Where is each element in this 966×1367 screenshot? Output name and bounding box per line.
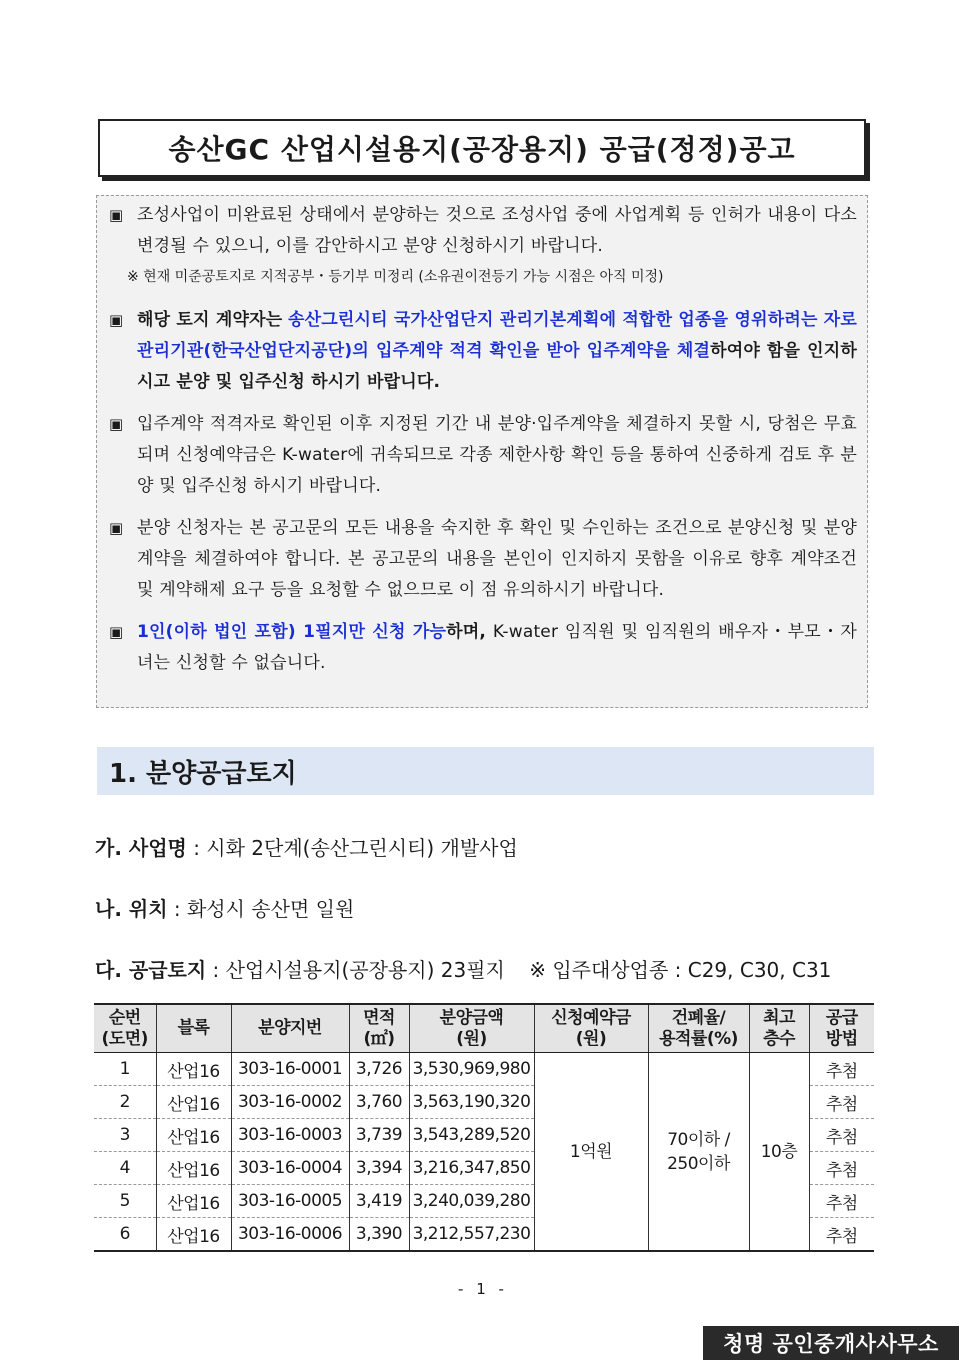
cell-block: 산업16 — [156, 1119, 231, 1152]
cell-price: 3,240,039,280 — [409, 1185, 534, 1218]
notice-box — [96, 195, 868, 708]
square-bullet-icon: ▣ — [109, 415, 124, 433]
notice-text-2 — [137, 305, 857, 398]
cell-price: 3,543,289,520 — [409, 1119, 534, 1152]
cell-block: 산업16 — [156, 1086, 231, 1119]
cell-area: 3,419 — [349, 1185, 409, 1218]
project-label: 가. 사업명 — [95, 836, 187, 860]
th-deposit: 신청예약금 (원) — [534, 1004, 648, 1053]
cell-block: 산업16 — [156, 1152, 231, 1185]
notice-sub-note: ※ 현재 미준공토지로 지적공부・등기부 미정리 (소유권이전등기 가능 시점은 아직 미정) — [127, 269, 664, 285]
cell-no: 6 — [94, 1218, 156, 1252]
notice-5-tail: K-water 임직원 및 임직원의 배우자・부모・자녀는 신청할 수 없습니다. — [137, 622, 858, 673]
supply-note: ※ 입주대상업종 : C29, C30, C31 — [529, 958, 832, 982]
title-text: 송산GC 산업시설용지(공장용지) 공급(정정)공고 — [168, 133, 796, 166]
cell-floors: 10층 — [749, 1053, 809, 1252]
cell-no: 5 — [94, 1185, 156, 1218]
cell-method: 추첨 — [809, 1086, 874, 1119]
cell-block: 산업16 — [156, 1218, 231, 1252]
table-header-row — [94, 1004, 874, 1053]
cell-no: 2 — [94, 1086, 156, 1119]
cell-lot: 303-16-0001 — [231, 1053, 349, 1086]
notice-5-bold: 하며, — [446, 622, 487, 642]
cell-method: 추첨 — [809, 1218, 874, 1252]
cell-lot: 303-16-0005 — [231, 1185, 349, 1218]
notice-item-4 — [105, 513, 857, 606]
info-project — [95, 832, 518, 861]
land-table — [94, 1003, 874, 1252]
cell-no: 3 — [94, 1119, 156, 1152]
notice-2-tail: 하여야 함을 인지하시고 분양 및 입주신청 하시기 바랍니다. — [137, 341, 858, 392]
project-value: : 시화 2단계(송산그린시티) 개발사업 — [193, 836, 518, 860]
notice-text-3: 입주계약 적격자로 확인된 이후 지정된 기간 내 분양·입주계약을 체결하지 못할 시, 당첨은 무효되며 신청예약금은 K-water에 귀속되므로 각종 제한사항 확인 등을 통하여 신중하게 검토 후 분양 및 입주신청 하시기 바랍니다. — [137, 414, 857, 496]
th-floors: 최고 층수 — [749, 1004, 809, 1053]
notice-text-5 — [137, 617, 857, 679]
section-title: 1. 분양공급토지 — [109, 758, 297, 789]
notice-text-4: 분양 신청자는 본 공고문의 모든 내용을 숙지한 후 확인 및 수인하는 조건으로 분양신청 및 분양계약을 체결하여야 합니다. 본 공고문의 내용을 본인이 인지하지 못함을 이유로 향후 계약조건 및 계약해제 요구 등을 요청할 수 없으므로 이 점 유의하시기 바랍니다. — [137, 518, 857, 600]
cell-ratio: 70이하 / 250이하 — [648, 1053, 749, 1252]
th-ratio: 건폐율/ 용적률(%) — [648, 1004, 749, 1053]
supply-label: 다. 공급토지 — [95, 958, 207, 982]
th-price: 분양금액 (원) — [409, 1004, 534, 1053]
cell-area: 3,394 — [349, 1152, 409, 1185]
square-bullet-icon: ▣ — [109, 206, 124, 224]
th-block: 블록 — [156, 1004, 231, 1053]
th-lot: 분양지번 — [231, 1004, 349, 1053]
location-value: : 화성시 송산면 일원 — [173, 897, 355, 921]
notice-item-2 — [105, 305, 857, 398]
th-no: 순번 (도면) — [94, 1004, 156, 1053]
cell-price: 3,216,347,850 — [409, 1152, 534, 1185]
cell-price: 3,530,969,980 — [409, 1053, 534, 1086]
cell-lot: 303-16-0004 — [231, 1152, 349, 1185]
notice-2-highlight: 송산그린시티 국가산업단지 관리기본계획에 적합한 업종을 영위하려는 자로 관리기관(한국산업단지공단)의 입주계약 적격 확인을 받아 입주계약을 체결 — [137, 310, 857, 361]
square-bullet-icon: ▣ — [109, 519, 124, 537]
notice-item-3 — [105, 409, 857, 502]
cell-block: 산업16 — [156, 1185, 231, 1218]
watermark-label: 청명 공인중개사사무소 — [703, 1326, 959, 1360]
cell-area: 3,390 — [349, 1218, 409, 1252]
cell-area: 3,739 — [349, 1119, 409, 1152]
document-title — [98, 119, 866, 177]
cell-no: 4 — [94, 1152, 156, 1185]
cell-no: 1 — [94, 1053, 156, 1086]
section-header — [97, 747, 874, 795]
notice-2-lead: 해당 토지 계약자는 — [137, 310, 283, 330]
notice-text-1: 조성사업이 미완료된 상태에서 분양하는 것으로 조성사업 중에 사업계획 등 인허가 내용이 다소 변경될 수 있으니, 이를 감안하시고 분양 신청하시기 바랍니다. — [137, 205, 857, 256]
cell-method: 추첨 — [809, 1119, 874, 1152]
th-method: 공급 방법 — [809, 1004, 874, 1053]
info-supply — [95, 954, 831, 983]
th-area: 면적 (㎡) — [349, 1004, 409, 1053]
square-bullet-icon: ▣ — [109, 623, 124, 641]
cell-method: 추첨 — [809, 1152, 874, 1185]
page-number: - 1 - — [458, 1280, 508, 1298]
cell-price: 3,212,557,230 — [409, 1218, 534, 1252]
cell-price: 3,563,190,320 — [409, 1086, 534, 1119]
supply-value: : 산업시설용지(공장용지) 23필지 — [212, 958, 505, 982]
cell-deposit: 1억원 — [534, 1053, 648, 1252]
notice-item-5 — [105, 617, 857, 679]
info-location — [95, 893, 354, 922]
cell-lot: 303-16-0003 — [231, 1119, 349, 1152]
cell-method: 추첨 — [809, 1185, 874, 1218]
cell-area: 3,760 — [349, 1086, 409, 1119]
cell-method: 추첨 — [809, 1053, 874, 1086]
notice-5-highlight: 1인(이하 법인 포함) 1필지만 신청 가능 — [137, 622, 447, 642]
location-label: 나. 위치 — [95, 897, 168, 921]
cell-block: 산업16 — [156, 1053, 231, 1086]
cell-lot: 303-16-0006 — [231, 1218, 349, 1252]
notice-item-1 — [105, 200, 857, 262]
table-row — [94, 1053, 874, 1086]
cell-area: 3,726 — [349, 1053, 409, 1086]
cell-lot: 303-16-0002 — [231, 1086, 349, 1119]
square-bullet-icon: ▣ — [109, 311, 124, 329]
